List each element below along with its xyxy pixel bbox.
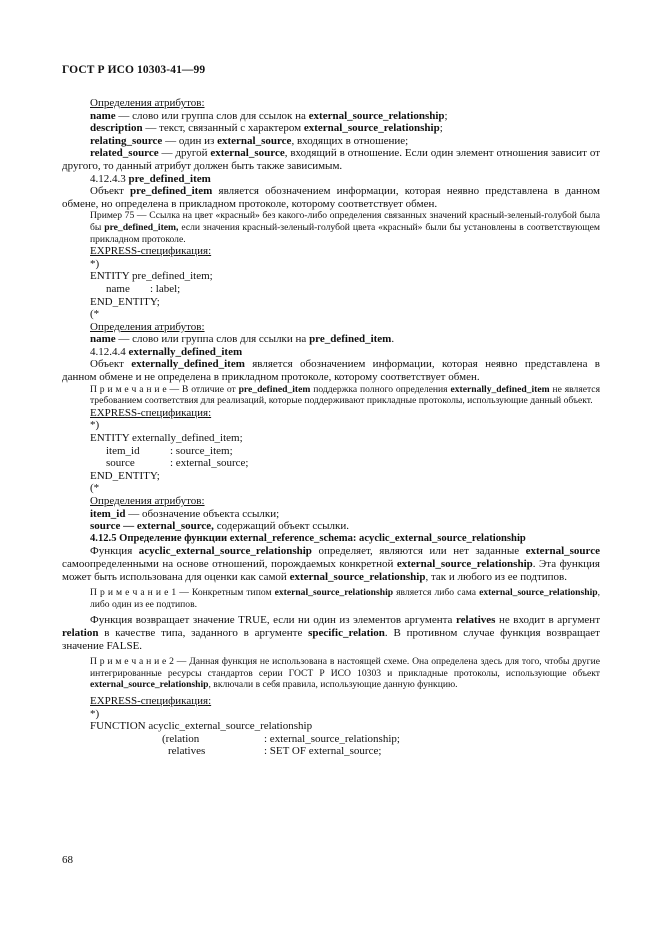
attr-def-name: name — слово или группа слов для ссылок на external_source_relationship; <box>90 109 448 122</box>
paragraph-pre-defined-item: Объект pre_defined_item является обозначением информации, которая неявно представлена в данном обмене, но определена в прикладном протоколе, которому соответствует обмен. <box>62 185 601 210</box>
attr-def-related-source: related_source — другой external_source, входящий в отношение. Если один элемент отношения зависит от другого, то данный атрибут должен быть также зависимым. <box>62 147 601 172</box>
attr-def-source: source — external_source, содержащий объект ссылки. <box>90 520 349 533</box>
code-param-line: relatives : SET OF external_source; <box>168 745 382 758</box>
express-spec-heading: EXPRESS-спецификация: <box>90 406 212 419</box>
note-externally-defined: П р и м е ч а н и е — В отличие от pre_defined_item поддержка полного определения externally_defined_item не является требованием соответствия для реализаций, которые поддерживают прикладные протоколы, использующие данный объект. <box>90 383 600 407</box>
page-header: ГОСТ Р ИСО 10303-41—99 <box>62 64 206 76</box>
attr-def-relating-source: relating_source — один из external_source, входящих в отношение; <box>90 134 409 147</box>
code-line: (* <box>90 482 100 495</box>
code-attr-line: name : label; <box>106 282 181 295</box>
express-spec-heading: EXPRESS-спецификация: <box>90 245 212 258</box>
code-line: END_ENTITY; <box>90 295 160 308</box>
attr-definitions-heading: Определения атрибутов: <box>90 320 205 333</box>
section-heading-4-12-5: 4.12.5 Определение функции external_reference_schema: acyclic_external_source_relationship <box>90 532 526 544</box>
attr-def-description: description — текст, связанный с характером external_source_relationship; <box>90 122 443 135</box>
code-line: (* <box>90 308 100 321</box>
code-param-line: (relation : external_source_relationship; <box>162 732 400 745</box>
paragraph-function-return: Функция возвращает значение TRUE, если ни один из элементов аргумента relatives не входит в аргумент relation в качестве типа, заданного в аргументе specific_relation. В противном случае функция возвращает значение FALSE. <box>62 614 600 652</box>
code-line: *) <box>90 419 100 432</box>
code-line: *) <box>90 707 100 720</box>
code-line: FUNCTION acyclic_external_source_relationship <box>90 720 313 733</box>
section-heading-4-12-4-3: 4.12.4.3 pre_defined_item <box>90 172 211 185</box>
section-heading-4-12-4-4: 4.12.4.4 externally_defined_item <box>90 345 243 358</box>
attr-definitions-heading: Определения атрибутов: <box>90 495 205 507</box>
code-line: END_ENTITY; <box>90 469 160 482</box>
paragraph-externally-defined-item: Объект externally_defined_item является обозначением информации, которая неявно представлена в данном обмене и не определена в прикладном протоколе, которому соответствует обмен. <box>62 358 601 384</box>
paragraph-function-description: Функция acyclic_external_source_relationship определяет, являются или нет заданные external_source самоопределенными на основе отношений, порождаемых конкретной external_source_relationship. Эта функция может быть использована для оценки как самой external_source_relationship, так и любого из ее подтипов. <box>62 545 600 583</box>
attr-def-item-id: item_id — обозначение объекта ссылки; <box>90 507 280 520</box>
code-attr-line: item_id : source_item; <box>106 444 233 457</box>
page-number: 68 <box>62 854 73 866</box>
attr-def-name: name — слово или группа слов для ссылки на pre_defined_item. <box>90 333 395 346</box>
attr-definitions-heading: Определения атрибутов: <box>90 97 205 109</box>
code-line: ENTITY pre_defined_item; <box>90 270 213 283</box>
example-75: Пример 75 — Ссылка на цвет «красный» без какого-либо определения связанных значений красный-зеленый-голубой была бы pre_defined_item, если значения красный-зеленый-голубой цвета «красный» были бы установлены в соответствующем прикладном протоколе. <box>90 210 600 245</box>
express-spec-heading: EXPRESS-спецификация: <box>90 694 212 707</box>
code-line: ENTITY externally_defined_item; <box>90 432 243 445</box>
code-attr-line: source : external_source; <box>106 457 249 470</box>
note-1: П р и м е ч а н и е 1 — Конкретным типом external_source_relationship является либо сама external_source_relationship, либо один из ее подтипов. <box>90 587 600 610</box>
page-content <box>62 97 601 758</box>
code-line: *) <box>90 257 100 270</box>
note-2: П р и м е ч а н и е 2 — Данная функция не использована в настоящей схеме. Она определена здесь для того, чтобы другие интегрированные ресурсы стандартов серии ГОСТ Р ИСО 10303 и прикладные протоколы, использующие объект external_source_relationship, включали в себя правила, использующие данную функцию. <box>90 656 600 691</box>
